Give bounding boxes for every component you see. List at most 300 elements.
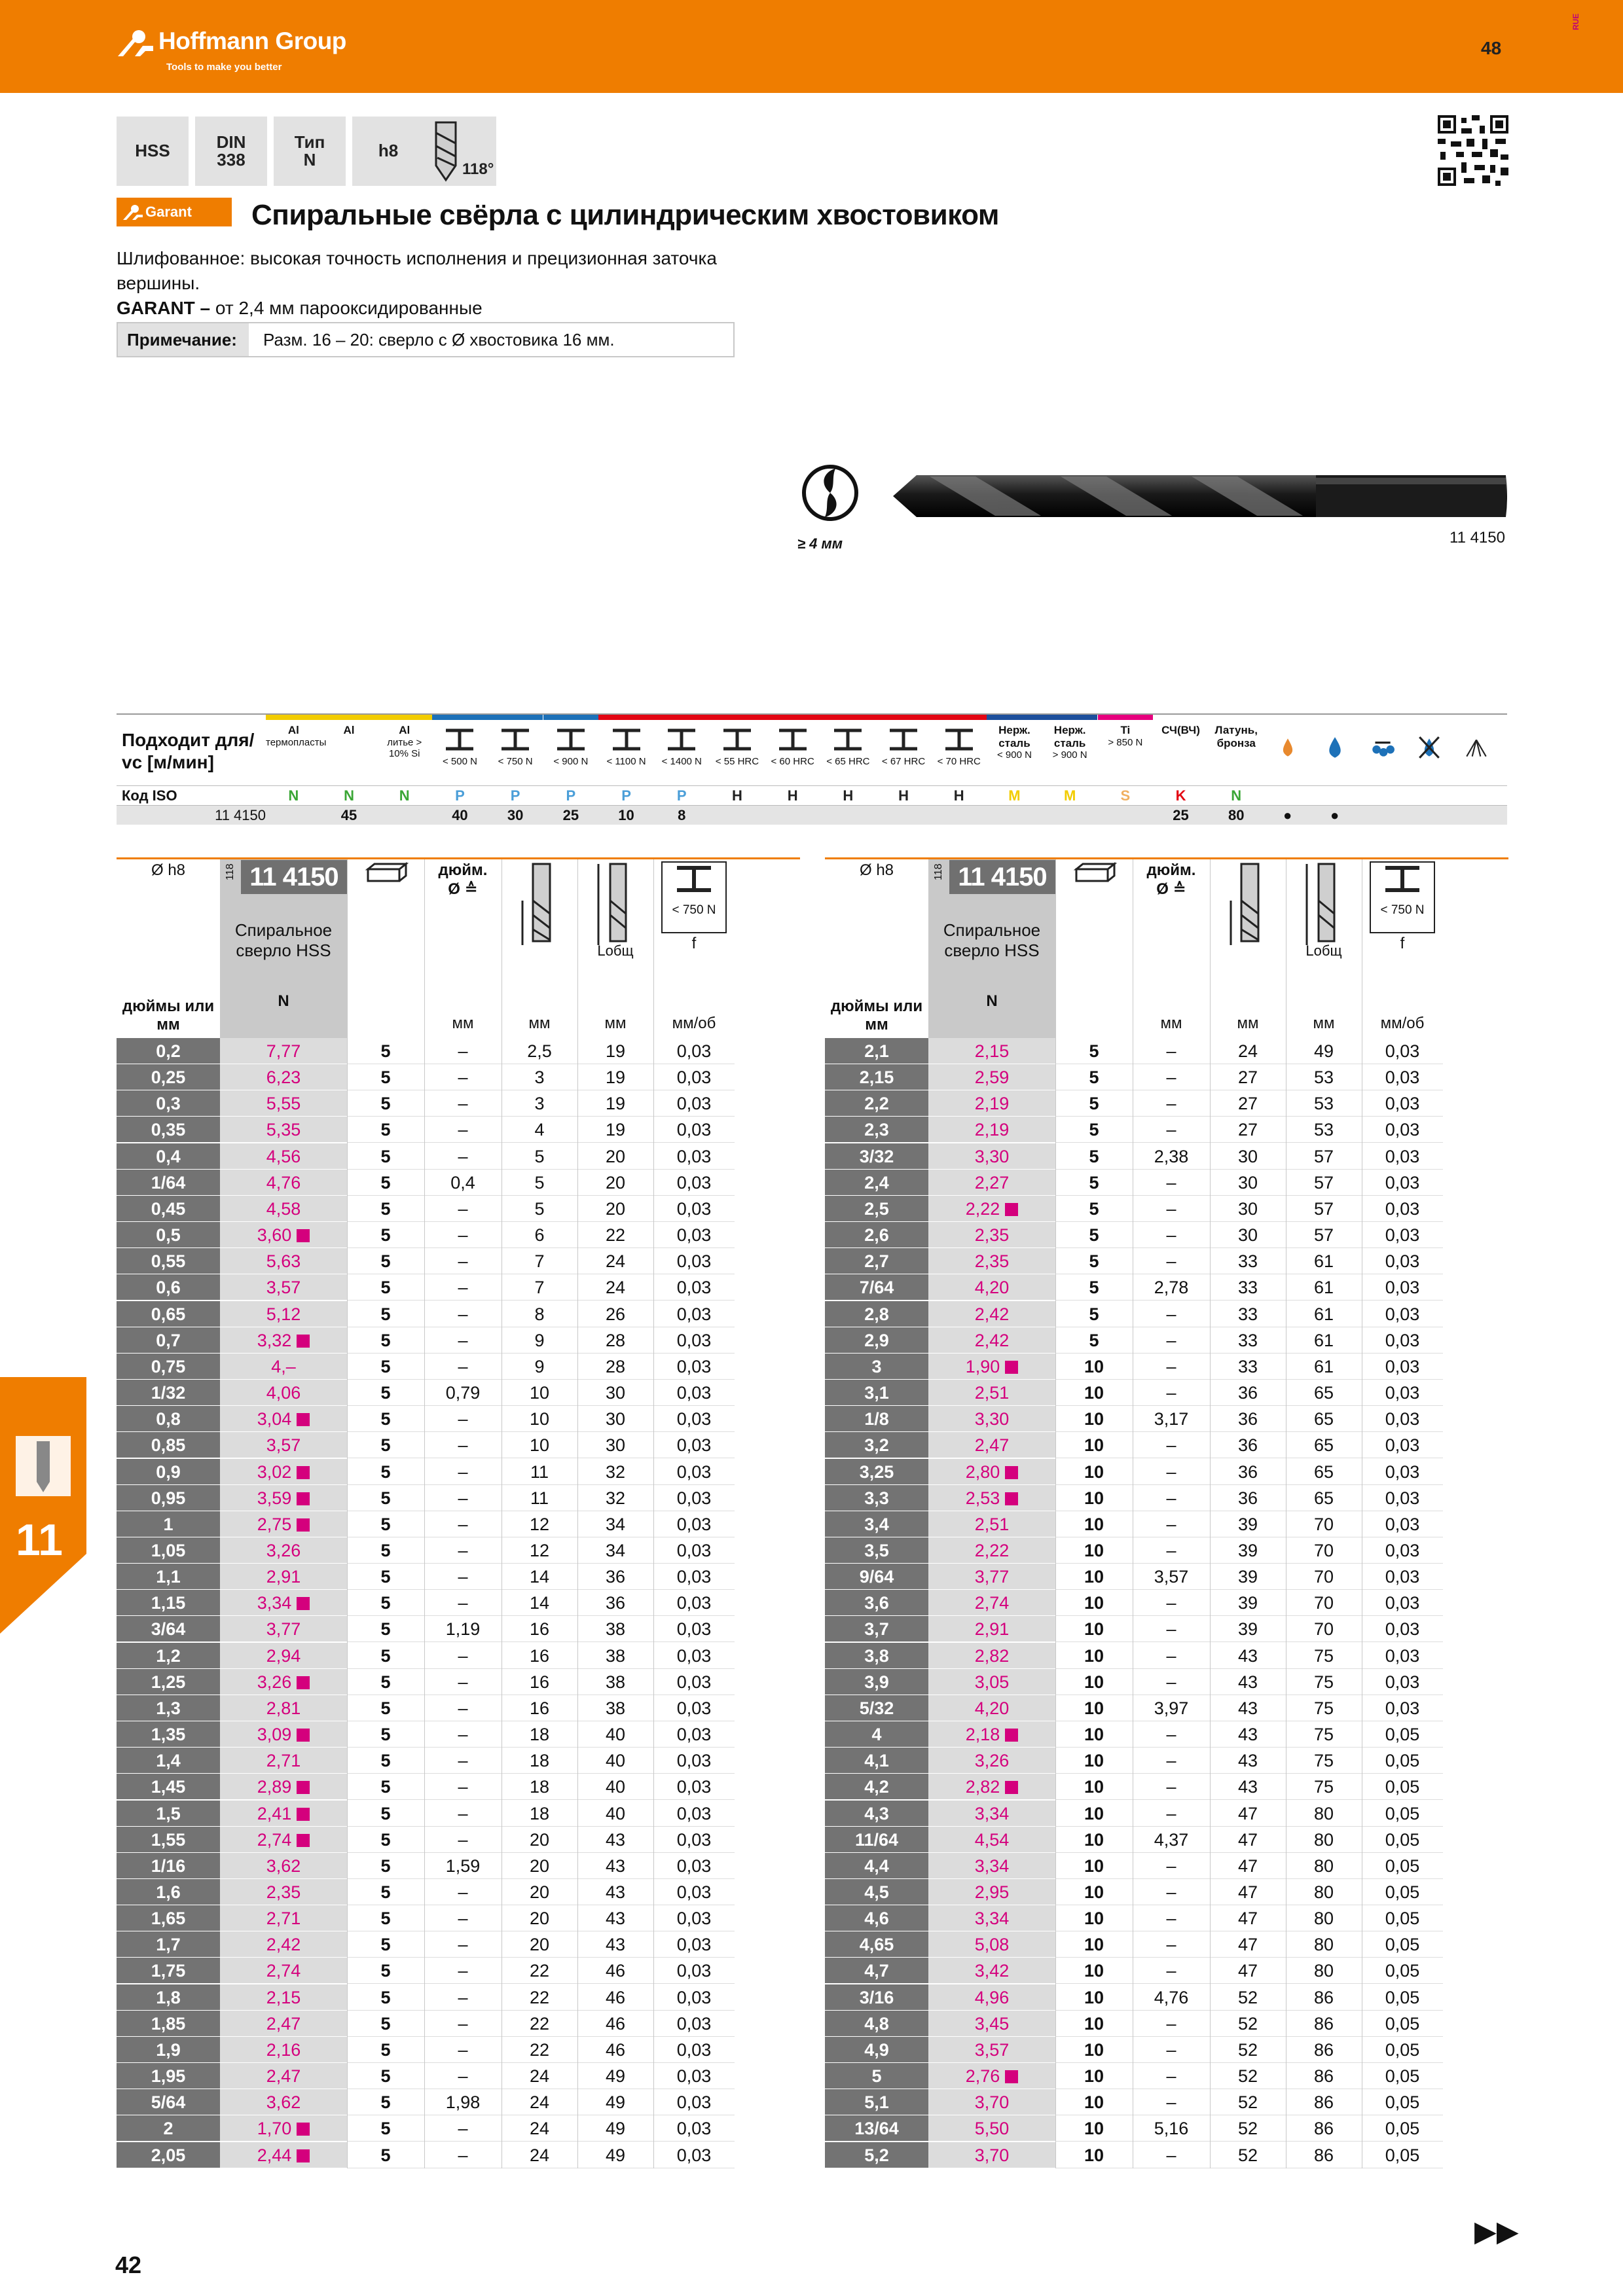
pack-qty-cell: 10	[1055, 1406, 1133, 1432]
price-cell[interactable]	[220, 1038, 347, 1064]
price-cell[interactable]	[928, 1117, 1055, 1143]
price-cell[interactable]	[928, 1511, 1055, 1537]
qr-code-icon[interactable]	[1438, 115, 1508, 186]
material-color-bar	[654, 715, 710, 720]
page-number: 42	[115, 2251, 142, 2278]
pack-qty-cell: 5	[347, 1590, 424, 1616]
flute-length-cell: 16	[501, 1669, 577, 1695]
diameter-cell: 0,75	[117, 1354, 220, 1380]
feed-cell: 0,03	[653, 1038, 735, 1064]
diameter-cell: 5,2	[825, 2142, 928, 2168]
price-cell[interactable]	[220, 1354, 347, 1380]
total-length-cell: 80	[1286, 1853, 1362, 1879]
column-divider	[347, 857, 348, 2168]
feed-cell: 0,05	[1362, 2037, 1443, 2063]
material-strength: < 900 N	[996, 749, 1032, 761]
inch-equivalent-cell: –	[424, 1459, 501, 1485]
flute-length-cell: 18	[501, 1721, 577, 1748]
inch-equivalent-cell: –	[424, 1748, 501, 1774]
material-name: Нерж. сталь	[1053, 724, 1086, 749]
material-color-bar	[1098, 715, 1154, 720]
price-cell[interactable]	[928, 1274, 1055, 1300]
point-angle-label: 118°	[462, 160, 494, 179]
flute-length-cell: 36	[1210, 1406, 1286, 1432]
article-description-header: Спиральное сверло HSS	[943, 920, 1041, 960]
price-cell[interactable]	[928, 1879, 1055, 1905]
price-cell[interactable]	[928, 1301, 1055, 1327]
price-cell[interactable]	[220, 1695, 347, 1721]
flute-length-cell: 33	[1210, 1301, 1286, 1327]
price-cell[interactable]	[928, 2142, 1055, 2168]
iso-code: P	[566, 787, 576, 804]
diameter-cell: 1,7	[117, 1931, 220, 1958]
price-cell[interactable]	[220, 1064, 347, 1090]
price-value: 4,58	[266, 1198, 301, 1219]
feed-cell: 0,03	[653, 1406, 735, 1432]
total-length-cell: 49	[1286, 1038, 1362, 1064]
inch-equivalent-cell: 1,59	[424, 1853, 501, 1879]
price-cell[interactable]	[928, 1616, 1055, 1642]
price-cell[interactable]	[928, 1485, 1055, 1511]
material-column	[1209, 715, 1264, 787]
inch-equivalent-cell: 3,57	[1133, 1564, 1210, 1590]
steel-beam-icon	[442, 726, 477, 753]
price-cell[interactable]	[220, 1616, 347, 1642]
diameter-cell: 4,7	[825, 1958, 928, 1984]
flute-length-icon	[515, 861, 564, 950]
price-cell[interactable]	[928, 1196, 1055, 1222]
pack-qty-cell: 5	[1055, 1274, 1133, 1300]
flute-length-cell: 9	[501, 1354, 577, 1380]
price-cell[interactable]	[220, 1801, 347, 1827]
price-cell[interactable]	[928, 1170, 1055, 1196]
price-value: 3,02	[257, 1462, 292, 1482]
inch-equivalent-cell: –	[1133, 1064, 1210, 1090]
price-value: 3,45	[974, 2013, 1010, 2034]
flute-length-cell: 7	[501, 1274, 577, 1300]
material-column	[710, 715, 765, 787]
flute-length-cell: 4	[501, 1117, 577, 1143]
catalog-page-number: 48	[1481, 38, 1502, 58]
garant-bold-label: GARANT –	[117, 298, 211, 319]
description-line-1: Шлифованное: высокая точность исполнения и прецизионная заточка вершины.	[117, 248, 717, 294]
type-label: Тип N	[294, 132, 325, 170]
total-length-cell: 24	[577, 1274, 653, 1300]
price-cell[interactable]	[220, 2063, 347, 2089]
price-cell[interactable]	[220, 1380, 347, 1406]
price-cell[interactable]	[928, 1669, 1055, 1695]
total-length-cell: 70	[1286, 1511, 1362, 1537]
feed-cell: 0,03	[1362, 1064, 1443, 1090]
price-cell[interactable]	[928, 1748, 1055, 1774]
total-length-cell: 19	[577, 1090, 653, 1117]
iso-code: M	[1063, 787, 1076, 804]
price-cell[interactable]	[220, 1406, 347, 1432]
price-cell[interactable]	[220, 1143, 347, 1170]
pack-qty-cell: 5	[1055, 1170, 1133, 1196]
feed-cell: 0,03	[1362, 1511, 1443, 1537]
column-divider	[1210, 857, 1211, 2168]
pack-qty-cell: 10	[1055, 2063, 1133, 2089]
price-cell[interactable]	[220, 1485, 347, 1511]
price-cell[interactable]	[928, 1931, 1055, 1958]
feed-cell: 0,03	[653, 1064, 735, 1090]
price-value: 2,53	[965, 1488, 1000, 1508]
total-length-cell: 43	[577, 1905, 653, 1931]
price-cell[interactable]	[220, 1905, 347, 1931]
price-cell[interactable]	[220, 1984, 347, 2011]
total-length-cell: 36	[577, 1590, 653, 1616]
column-divider	[501, 857, 502, 2168]
material-color-bar	[820, 715, 876, 720]
price-value: 2,35	[974, 1251, 1010, 1272]
pack-qty-cell: 5	[347, 1143, 424, 1170]
flute-length-cell: 12	[501, 1537, 577, 1564]
material-symbol	[117, 117, 189, 186]
inch-equivalent-cell: –	[424, 1774, 501, 1800]
diameter-cell: 4,8	[825, 2011, 928, 2037]
price-cell[interactable]	[928, 1801, 1055, 1827]
total-length-cell: 36	[577, 1564, 653, 1590]
price-cell[interactable]	[928, 1143, 1055, 1170]
total-length-cell: 46	[577, 2011, 653, 2037]
price-cell[interactable]	[220, 1958, 347, 1984]
feed-cell: 0,03	[653, 1564, 735, 1590]
price-cell[interactable]	[928, 1354, 1055, 1380]
price-value: 3,42	[974, 1961, 1010, 1981]
price-cell[interactable]	[928, 1643, 1055, 1669]
coolant-oil-icon	[1369, 734, 1395, 761]
price-cell[interactable]	[220, 1170, 347, 1196]
inch-equivalent-cell: –	[1133, 1721, 1210, 1748]
price-cell[interactable]	[220, 1459, 347, 1485]
price-cell[interactable]	[928, 1459, 1055, 1485]
flute-length-cell: 52	[1210, 2063, 1286, 2089]
price-value: 2,91	[266, 1567, 301, 1587]
price-cell[interactable]	[928, 1064, 1055, 1090]
price-cell[interactable]	[220, 1853, 347, 1879]
price-value: 5,35	[266, 1120, 301, 1140]
price-value: 2,47	[266, 2066, 301, 2087]
flute-length-cell: 20	[501, 1879, 577, 1905]
inch-equivalent-cell: 0,4	[424, 1170, 501, 1196]
inch-equivalent-cell: –	[1133, 1248, 1210, 1274]
iso-code: H	[843, 787, 854, 804]
price-cell[interactable]	[220, 2142, 347, 2168]
pack-qty-cell: 5	[1055, 1117, 1133, 1143]
price-cell[interactable]	[220, 1274, 347, 1300]
price-cell[interactable]	[220, 1248, 347, 1274]
price-value: 3,77	[974, 1567, 1010, 1587]
price-cell[interactable]	[928, 1984, 1055, 2011]
total-length-cell: 80	[1286, 1827, 1362, 1853]
price-cell[interactable]	[220, 1117, 347, 1143]
price-cell[interactable]	[928, 2115, 1055, 2142]
coolant-air-column	[1453, 715, 1500, 787]
diameter-cell: 3/16	[825, 1984, 928, 2011]
flute-profile-icon	[799, 463, 862, 522]
diameter-cell: 3,3	[825, 1485, 928, 1511]
price-cell[interactable]	[220, 1301, 347, 1327]
total-length-cell: 75	[1286, 1669, 1362, 1695]
price-cell[interactable]	[220, 1090, 347, 1117]
coolant-mql-column	[1406, 715, 1453, 787]
price-cell[interactable]	[220, 1827, 347, 1853]
feed-cell: 0,03	[653, 1432, 735, 1458]
pack-qty-cell: 10	[1055, 1931, 1133, 1958]
cutting-speed-value: 25	[562, 807, 579, 823]
price-value: 3,57	[266, 1435, 301, 1456]
feed-cell: 0,03	[653, 1721, 735, 1748]
price-cell[interactable]	[220, 2089, 347, 2115]
price-cell[interactable]	[928, 1695, 1055, 1721]
inch-equivalent-cell: –	[424, 2115, 501, 2142]
pack-qty-cell: 10	[1055, 1853, 1133, 1879]
price-value: 3,34	[974, 1856, 1010, 1876]
price-cell[interactable]	[220, 1564, 347, 1590]
feed-cell: 0,03	[653, 1459, 735, 1485]
feed-cell: 0,03	[1362, 1038, 1443, 1064]
steel-beam-icon	[830, 726, 866, 753]
pack-qty-cell: 10	[1055, 1905, 1133, 1931]
feed-cell: 0,05	[1362, 1748, 1443, 1774]
diameter-cell: 2,15	[825, 1064, 928, 1090]
price-cell[interactable]	[220, 1643, 347, 1669]
pack-qty-cell: 5	[347, 1248, 424, 1274]
price-cell[interactable]	[220, 2115, 347, 2142]
stock-marker-icon	[1005, 1729, 1018, 1742]
inch-equivalent-cell: –	[424, 1064, 501, 1090]
price-cell[interactable]	[220, 2011, 347, 2037]
price-cell[interactable]	[928, 1222, 1055, 1248]
price-cell[interactable]	[928, 1380, 1055, 1406]
table-top-rule	[117, 857, 800, 859]
feed-cell: 0,05	[1362, 1721, 1443, 1748]
diameter-cell: 0,6	[117, 1274, 220, 1300]
steel-beam-icon	[553, 726, 589, 753]
pack-qty-cell: 5	[347, 1354, 424, 1380]
total-length-cell: 53	[1286, 1090, 1362, 1117]
iso-code: K	[1175, 787, 1186, 804]
diameter-cell: 1,2	[117, 1643, 220, 1669]
pack-qty-cell: 5	[347, 1090, 424, 1117]
pack-qty-cell: 5	[347, 1669, 424, 1695]
diameter-cell: 1/64	[117, 1170, 220, 1196]
total-length-cell: 28	[577, 1354, 653, 1380]
price-value: 2,19	[974, 1120, 1010, 1140]
feed-cell: 0,03	[653, 1827, 735, 1853]
price-cell[interactable]	[220, 1669, 347, 1695]
feed-header: f	[1400, 935, 1405, 952]
price-cell[interactable]	[220, 1774, 347, 1800]
price-cell[interactable]	[928, 2011, 1055, 2037]
inch-header: дюйм.	[1146, 861, 1196, 879]
inch-equivalent-cell: –	[424, 2063, 501, 2089]
flute-length-cell: 52	[1210, 2142, 1286, 2168]
pack-qty-cell: 5	[347, 1274, 424, 1300]
total-length-cell: 61	[1286, 1274, 1362, 1300]
stock-marker-icon	[297, 2123, 310, 2136]
hoffmann-logo-icon	[117, 24, 156, 60]
price-cell[interactable]	[928, 1774, 1055, 1800]
stock-marker-icon	[1005, 1781, 1018, 1794]
total-length-icon	[1299, 861, 1349, 950]
price-cell[interactable]	[928, 2089, 1055, 2115]
price-value: 2,15	[266, 1987, 301, 2007]
price-cell[interactable]	[928, 2037, 1055, 2063]
next-page-icon[interactable]: ▶▶	[1474, 2215, 1519, 2248]
pack-qty-cell: 5	[347, 2037, 424, 2063]
diameter-cell: 0,4	[117, 1143, 220, 1170]
inch-equivalent-cell: –	[1133, 1222, 1210, 1248]
feed-cell: 0,03	[1362, 1327, 1443, 1354]
total-length-header: Lобщ	[597, 942, 634, 959]
column-divider	[653, 857, 654, 2168]
diameter-cell: 1,25	[117, 1669, 220, 1695]
total-length-cell: 30	[577, 1380, 653, 1406]
price-cell[interactable]	[220, 1931, 347, 1958]
price-cell[interactable]	[928, 1958, 1055, 1984]
price-cell[interactable]	[220, 1748, 347, 1774]
stock-marker-icon	[297, 1413, 310, 1426]
total-length-cell: 86	[1286, 2063, 1362, 2089]
stock-marker-icon	[1005, 1203, 1018, 1216]
diameter-cell: 2,2	[825, 1090, 928, 1117]
point-angle-symbol	[424, 117, 496, 186]
total-length-cell: 38	[577, 1616, 653, 1642]
inch-equivalent-cell: –	[424, 1301, 501, 1327]
inch-equivalent-cell: –	[1133, 1590, 1210, 1616]
diameter-cell: 0,95	[117, 1485, 220, 1511]
price-value: 2,82	[965, 1777, 1000, 1797]
inch-equivalent-cell: 1,19	[424, 1616, 501, 1642]
price-cell[interactable]	[220, 1879, 347, 1905]
iso-code: S	[1120, 787, 1131, 804]
price-cell[interactable]	[928, 1248, 1055, 1274]
price-value: 7,77	[266, 1041, 301, 1061]
feed-cell: 0,03	[1362, 1432, 1443, 1458]
pack-qty-cell: 5	[347, 1958, 424, 1984]
price-cell[interactable]	[220, 1432, 347, 1458]
cutting-speed-value: 45	[340, 807, 357, 823]
price-value: 4,54	[974, 1829, 1010, 1850]
diameter-cell: 1	[117, 1511, 220, 1537]
total-length-cell: 19	[577, 1117, 653, 1143]
price-cell[interactable]	[928, 1905, 1055, 1931]
inch-equivalent-header: Ø ≙	[448, 880, 478, 898]
price-cell[interactable]	[928, 1590, 1055, 1616]
pack-qty-cell: 10	[1055, 2089, 1133, 2115]
feed-cell: 0,03	[653, 1485, 735, 1511]
feed-cell: 0,05	[1362, 1958, 1443, 1984]
diameter-cell: 2,9	[825, 1327, 928, 1354]
feed-cell: 0,05	[1362, 1931, 1443, 1958]
material-name: СЧ(ВЧ)	[1161, 724, 1200, 736]
flute-length-cell: 14	[501, 1564, 577, 1590]
inch-equivalent-cell: 2,38	[1133, 1143, 1210, 1170]
price-cell[interactable]	[928, 1537, 1055, 1564]
price-cell[interactable]	[220, 1196, 347, 1222]
pack-qty-cell: 10	[1055, 1958, 1133, 1984]
flute-length-cell: 47	[1210, 1827, 1286, 1853]
price-cell[interactable]	[928, 1721, 1055, 1748]
feed-cell: 0,03	[653, 1748, 735, 1774]
inch-equivalent-cell: –	[1133, 1170, 1210, 1196]
steel-beam-icon	[664, 726, 699, 753]
pack-qty-cell: 5	[1055, 1038, 1133, 1064]
price-value: 2,41	[257, 1803, 292, 1823]
header-bar	[0, 0, 1623, 93]
pack-qty-cell: 5	[1055, 1301, 1133, 1327]
material-strength: термопласты	[266, 736, 327, 748]
feed-cell: 0,03	[1362, 1354, 1443, 1380]
flute-length-cell: 33	[1210, 1354, 1286, 1380]
price-cell[interactable]	[928, 1406, 1055, 1432]
flute-length-cell: 22	[501, 2037, 577, 2063]
total-length-cell: 19	[577, 1064, 653, 1090]
total-length-cell: 43	[577, 1879, 653, 1905]
flute-length-cell: 24	[1210, 1038, 1286, 1064]
material-color-bar	[543, 715, 599, 720]
flute-length-cell: 47	[1210, 1958, 1286, 1984]
feed-cell: 0,03	[1362, 1143, 1443, 1170]
price-cell[interactable]	[928, 1327, 1055, 1354]
feed-cell: 0,03	[1362, 1590, 1443, 1616]
inch-equivalent-cell: –	[1133, 1931, 1210, 1958]
price-cell[interactable]	[928, 1090, 1055, 1117]
flute-length-cell: 10	[501, 1380, 577, 1406]
price-value: 2,74	[974, 1593, 1010, 1613]
feed-cell: 0,03	[653, 1774, 735, 1800]
flute-length-cell: 16	[501, 1616, 577, 1642]
units-header: дюймы или мм	[122, 997, 215, 1033]
price-cell[interactable]	[220, 1721, 347, 1748]
inch-equivalent-cell: 2,78	[1133, 1274, 1210, 1300]
feed-material-box	[661, 861, 727, 933]
inch-equivalent-cell: –	[1133, 2037, 1210, 2063]
price-cell[interactable]	[928, 1853, 1055, 1879]
price-cell[interactable]	[928, 1432, 1055, 1458]
total-length-cell: 75	[1286, 1748, 1362, 1774]
inch-equivalent-cell: –	[424, 1931, 501, 1958]
diameter-cell: 5/64	[117, 2089, 220, 2115]
total-length-cell: 61	[1286, 1354, 1362, 1380]
price-cell[interactable]	[220, 1222, 347, 1248]
price-cell[interactable]	[220, 1537, 347, 1564]
price-cell[interactable]	[220, 2037, 347, 2063]
price-cell[interactable]	[928, 1038, 1055, 1064]
flute-length-cell: 47	[1210, 1801, 1286, 1827]
price-cell[interactable]	[928, 1564, 1055, 1590]
total-length-cell: 49	[577, 2115, 653, 2142]
iso-code: N	[344, 787, 354, 804]
diameter-cell: 2,7	[825, 1248, 928, 1274]
price-cell[interactable]	[220, 1511, 347, 1537]
diameter-cell: 4,3	[825, 1801, 928, 1827]
price-cell[interactable]	[220, 1327, 347, 1354]
feed-cell: 0,03	[1362, 1459, 1443, 1485]
material-color-bar	[710, 715, 765, 720]
pack-qty-cell: 5	[347, 1064, 424, 1090]
price-cell[interactable]	[928, 1827, 1055, 1853]
material-column	[765, 715, 820, 787]
flute-length-cell: 30	[1210, 1143, 1286, 1170]
price-cell[interactable]	[928, 2063, 1055, 2089]
flute-length-cell: 52	[1210, 1984, 1286, 2011]
inch-equivalent-cell: –	[1133, 1196, 1210, 1222]
price-cell[interactable]	[220, 1590, 347, 1616]
feed-cell: 0,03	[653, 1222, 735, 1248]
